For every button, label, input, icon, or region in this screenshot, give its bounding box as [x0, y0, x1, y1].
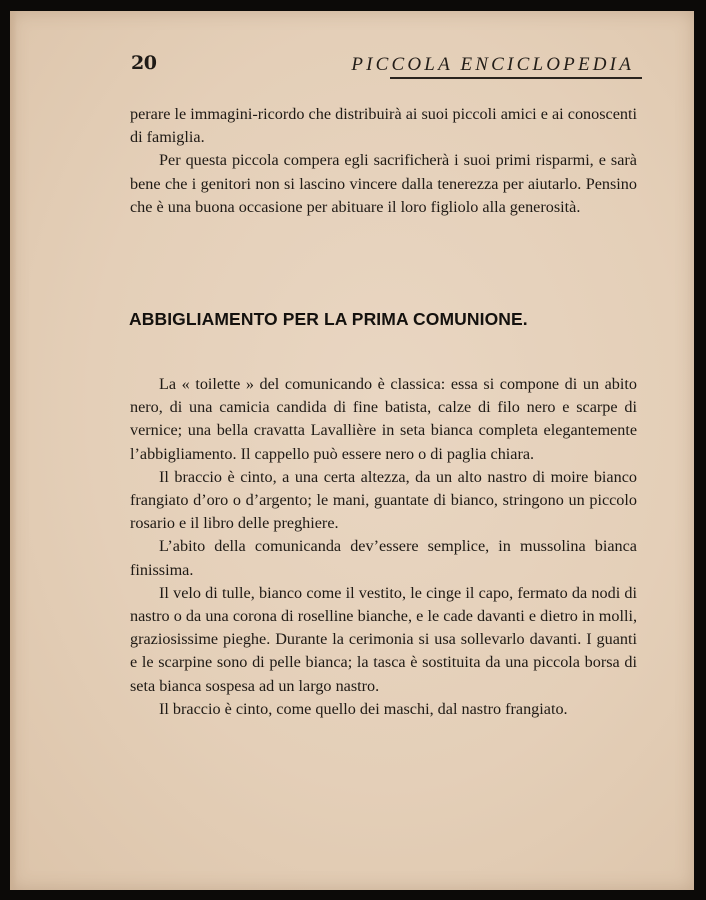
body-paragraph: La « toilette » del comunicando è classica: essa si compone di un abito nero, di una camicia candida di fine batista, calze di filo nero e scarpe di vernice; una bella cravatta Lavallière in seta bianca completa elegantemente l’abbigliamento. Il cappello può essere nero o di paglia chiara. [130, 375, 637, 463]
intro-text [130, 103, 637, 219]
intro-paragraph: perare le immagini-ricordo che distribuirà ai suoi piccoli amici e ai conoscenti di famiglia. [130, 105, 637, 147]
running-title: PICCOLA ENCICLOPEDIA [351, 54, 634, 75]
header-rule [390, 77, 642, 79]
intro-paragraph: Per questa piccola compera egli sacrificherà i suoi primi risparmi, e sarà bene che i genitori non si lascino vincere dalla tenerezza per aiutarlo. Pensino che è una buona occasione per abituare il loro figliolo alla generosità. [130, 151, 637, 216]
section-body [130, 373, 637, 721]
body-paragraph: Il braccio è cinto, a una certa altezza, da un alto nastro di moire bianco frangiato d’oro o d’argento; le mani, guantate di bianco, stringono un piccolo rosario e il libro delle preghiere. [130, 467, 637, 533]
section-heading: ABBIGLIAMENTO PER LA PRIMA COMUNIONE. [129, 309, 528, 329]
body-paragraph: L’abito della comunicanda dev’essere semplice, in mussolina bianca finissima. [130, 537, 637, 579]
body-paragraph: Il braccio è cinto, come quello dei maschi, dal nastro frangiato. [159, 699, 568, 718]
book-page [10, 11, 694, 890]
body-paragraph: Il velo di tulle, bianco come il vestito, le cinge il capo, fermato da nodi di nastro o da una corona di roselline bianche, e le cade davanti e dietro in molli, graziosissime pieghe. Durante la cerimonia si usa sollevarlo davanti. I guanti e le scarpine sono di pelle bianca; la tasca è sostituita da una piccola borsa di seta bianca sospesa ad un largo nastro. [130, 583, 637, 695]
page-number: 20 [131, 52, 157, 74]
page-edge-shadow [10, 11, 17, 890]
